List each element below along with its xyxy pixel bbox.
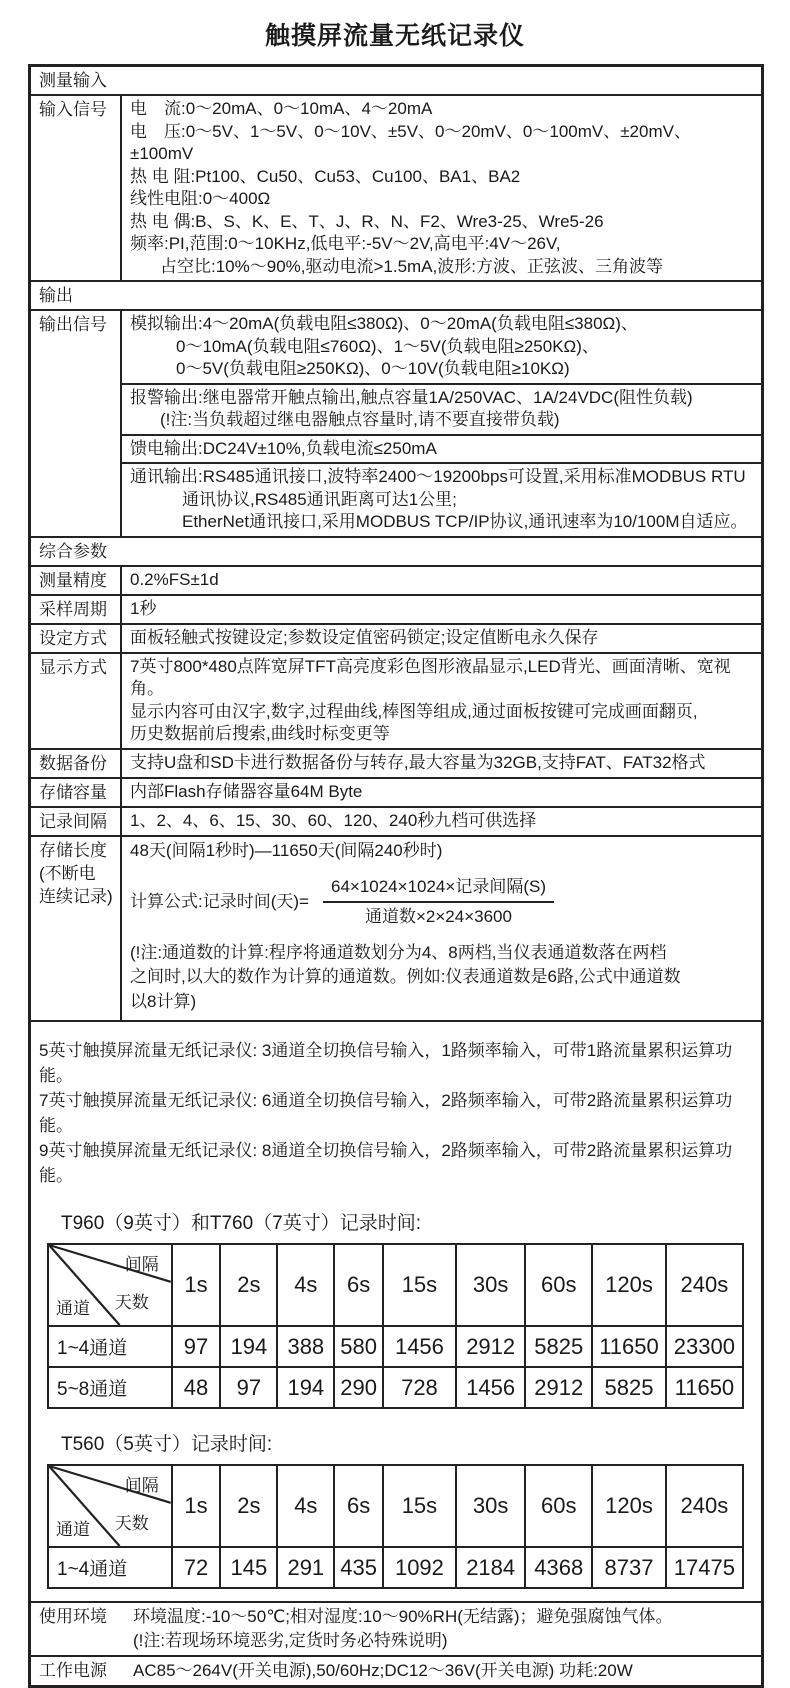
display-line: 显示内容可由汉字,数字,过程曲线,棒图等组成,通过面板按键可完成画面翻页, [130, 701, 698, 721]
storage-length-value [122, 837, 761, 1021]
backup-value: 支持U盘和SD卡进行数据备份与转存,最大容量为32GB,支持FAT、FAT32格式 [130, 752, 706, 772]
sampling-value: 1秒 [130, 598, 157, 618]
col-header: 120s [592, 1244, 666, 1326]
col-header: 1s [172, 1244, 221, 1326]
alarm-output-line: 报警输出:继电器常开触点输出,触点容量1A/250VAC、1A/24VDC(阻性负载) [130, 387, 693, 407]
accuracy-value: 0.2%FS±1d [130, 569, 219, 589]
t560-record-table [47, 1464, 744, 1589]
cell: 2912 [525, 1367, 592, 1408]
power-row [31, 1655, 761, 1685]
cell: 194 [220, 1326, 277, 1367]
col-header: 4s [277, 1244, 334, 1326]
model-line-5inch: 5英寸触摸屏流量无纸记录仪: 3通道全切换信号输入，1路频率输入，可带1路流量累积运算功能。 [39, 1041, 733, 1085]
corner-interval-label: 间隔 [124, 1255, 159, 1274]
sampling-row [31, 594, 761, 623]
col-header: 240s [666, 1244, 743, 1326]
row-label: 1~4通道 [48, 1326, 172, 1367]
analog-output-block [122, 311, 761, 383]
section-header-output: 输出 [31, 280, 761, 309]
analog-output-line: 0～10mA(负载电阻≤760Ω)、1～5V(负载电阻≥250KΩ)、 [176, 336, 599, 356]
cell: 2912 [456, 1326, 526, 1367]
section-header-measurement-input: 测量输入 [39, 71, 107, 90]
formula-fraction [323, 876, 554, 929]
col-header: 4s [277, 1465, 334, 1547]
cell: 435 [334, 1547, 383, 1588]
input-signal-line: 线性电阻:0～400Ω [130, 189, 271, 208]
storage-note-line: 之间时,以大的数作为计算的通道数。例如:仪表通道数是6路,公式中通道数 [130, 967, 681, 986]
sampling-label: 采样周期 [31, 596, 122, 623]
cell: 1092 [383, 1547, 456, 1588]
environment-label: 使用环境 [39, 1607, 107, 1626]
environment-value [131, 1603, 761, 1655]
row-label: 1~4通道 [48, 1547, 172, 1588]
environment-row [31, 1601, 761, 1655]
storage-length-row [31, 835, 761, 1021]
storage-length-label [31, 837, 122, 1021]
input-signal-value [122, 96, 761, 280]
table-row [48, 1326, 743, 1367]
col-header: 1s [172, 1465, 221, 1547]
input-signal-row [31, 94, 761, 280]
input-signal-line: 电 压:0～5V、1～5V、0～10V、±5V、0～20mV、0～100mV、±20mV、±100mV [130, 121, 691, 163]
cell: 194 [277, 1367, 334, 1408]
corner-cell [48, 1244, 172, 1326]
corner-days-label: 天数 [114, 1514, 149, 1534]
capacity-label: 存储容量 [31, 779, 122, 806]
cell: 8737 [592, 1547, 666, 1588]
output-signal-row [31, 309, 761, 536]
storage-label-line: 存储长度 [39, 840, 107, 860]
environment-line: 环境温度:-10～50℃;相对湿度:10～90%RH(无结露)；避免强腐蚀气体。 [133, 1607, 673, 1626]
corner-interval-label: 间隔 [124, 1476, 159, 1495]
col-header: 2s [220, 1244, 277, 1326]
cell: 11650 [592, 1326, 666, 1367]
storage-range: 48天(间隔1秒时)—11650天(间隔240秒时) [130, 840, 443, 860]
setting-value: 面板轻触式按键设定;参数设定值密码锁定;设定值断电永久保存 [130, 627, 599, 647]
spec-table [28, 64, 764, 1688]
cell: 291 [277, 1547, 334, 1588]
cell: 388 [277, 1326, 334, 1367]
cell: 728 [383, 1367, 456, 1408]
storage-label-line: 连续记录) [39, 886, 113, 906]
cell: 145 [220, 1547, 277, 1588]
display-line: 历史数据前后搜索,曲线时标变更等 [130, 724, 390, 743]
table-row [48, 1547, 743, 1588]
formula-prefix: 计算公式:记录时间(天)= [130, 891, 309, 911]
display-value [122, 654, 761, 748]
row-label: 5~8通道 [48, 1367, 172, 1408]
col-header: 15s [383, 1244, 456, 1326]
cell: 23300 [666, 1326, 743, 1367]
table-row [48, 1367, 743, 1408]
cell: 4368 [525, 1547, 592, 1588]
storage-note-line: (!注:通道数的计算:程序将通道数划分为4、8两档,当仪表通道数落在两档 [130, 942, 667, 962]
col-header: 60s [525, 1244, 592, 1326]
cell: 72 [172, 1547, 221, 1588]
col-header: 15s [383, 1465, 456, 1547]
comm-output-line: 通讯协议,RS485通讯距离可达1公里; [182, 489, 457, 509]
cell: 2184 [456, 1547, 526, 1588]
col-header: 120s [592, 1465, 666, 1547]
display-row [31, 652, 761, 748]
t960-table-title: T960（9英寸）和T760（7英寸）记录时间: [61, 1213, 422, 1234]
comm-output-line: EtherNet通讯接口,采用MODBUS TCP/IP协议,通讯速率为10/100M自适应。 [182, 512, 748, 531]
output-signal-label: 输出信号 [31, 311, 122, 536]
setting-label: 设定方式 [31, 625, 122, 652]
display-label: 显示方式 [31, 654, 122, 748]
formula-numerator: 64×1024×1024×记录间隔(S) [323, 876, 554, 904]
accuracy-row [31, 565, 761, 594]
cell: 11650 [666, 1367, 743, 1408]
cell: 5825 [592, 1367, 666, 1408]
alarm-output-block [122, 383, 761, 434]
col-header: 30s [456, 1465, 526, 1547]
capacity-value: 内部Flash存储器容量64M Byte [130, 781, 363, 801]
accuracy-label: 测量精度 [31, 567, 122, 594]
cell: 97 [220, 1367, 277, 1408]
section-header-general-params: 综合参数 [31, 536, 761, 565]
corner-days-label: 天数 [114, 1293, 149, 1313]
cell: 1456 [456, 1367, 526, 1408]
page-title: 触摸屏流量无纸记录仪 [264, 22, 525, 50]
interval-row [31, 806, 761, 835]
comm-output-line: 通讯输出:RS485通讯接口,波特率2400～19200bps可设置,采用标准MODBUS RTU [130, 467, 746, 486]
backup-row [31, 748, 761, 777]
corner-channel-label: 通道 [56, 1519, 90, 1539]
cell: 1456 [383, 1326, 456, 1367]
storage-formula [130, 876, 753, 929]
input-signal-label: 输入信号 [31, 96, 122, 280]
cell: 97 [172, 1326, 221, 1367]
storage-note [130, 941, 753, 1015]
input-signal-line: 电 流:0～20mA、0～10mA、4～20mA [130, 99, 433, 118]
storage-label-line: (不断电 [39, 863, 96, 883]
corner-cell [48, 1465, 172, 1547]
analog-output-line: 模拟输出:4～20mA(负载电阻≤380Ω)、0～20mA(负载电阻≤380Ω)、 [130, 314, 638, 333]
display-line: 7英寸800*480点阵宽屏TFT高亮度彩色图形液晶显示,LED背光、画面清晰、宽视角。 [130, 656, 731, 698]
capacity-row [31, 777, 761, 806]
cell: 48 [172, 1367, 221, 1408]
col-header: 2s [220, 1465, 277, 1547]
storage-note-line: 以8计算) [130, 991, 197, 1011]
power-label: 工作电源 [39, 1661, 107, 1680]
input-signal-line: 热 电 偶:B、S、K、E、T、J、R、N、F2、Wre3-25、Wre5-26 [130, 211, 604, 231]
alarm-output-line: (!注:当负载超过继电器触点容量时,请不要直接带负载) [160, 410, 560, 429]
output-signal-value [122, 311, 761, 536]
interval-value: 1、2、4、6、15、30、60、120、240秒九档可供选择 [130, 810, 537, 830]
setting-row [31, 623, 761, 652]
cell: 17475 [666, 1547, 743, 1588]
model-line-7inch: 7英寸触摸屏流量无纸记录仪: 6通道全切换信号输入，2路频率输入，可带2路流量累积运算功能。 [39, 1091, 733, 1135]
input-signal-line: 频率:PI,范围:0～10KHz,低电平:-5V～2V,高电平:4V～26V, [130, 234, 561, 253]
formula-denominator: 通道数×2×24×3600 [365, 907, 512, 926]
model-line-9inch: 9英寸触摸屏流量无纸记录仪: 8通道全切换信号输入，2路频率输入，可带2路流量累积运算功能。 [39, 1141, 733, 1185]
comm-output-block [122, 462, 761, 536]
feed-output-block: 馈电输出:DC24V±10%,负载电流≤250mA [122, 434, 761, 463]
power-value: AC85～264V(开关电源),50/60Hz;DC12～36V(开关电源) 功耗:20W [133, 1661, 633, 1680]
input-signal-line: 热 电 阻:Pt100、Cu50、Cu53、Cu100、BA1、BA2 [130, 166, 521, 186]
corner-channel-label: 通道 [56, 1298, 90, 1318]
col-header: 30s [456, 1244, 526, 1326]
cell: 5825 [525, 1326, 592, 1367]
record-time-section [31, 1020, 761, 1601]
backup-label: 数据备份 [31, 750, 122, 777]
col-header: 240s [666, 1465, 743, 1547]
cell: 290 [334, 1367, 383, 1408]
environment-line: (!注:若现场环境恶劣,定货时务必特殊说明) [133, 1631, 448, 1650]
col-header: 6s [334, 1244, 383, 1326]
cell: 580 [334, 1326, 383, 1367]
t960-record-table [47, 1243, 744, 1409]
col-header: 60s [525, 1465, 592, 1547]
t560-table-title: T560（5英寸）记录时间: [61, 1434, 273, 1455]
input-signal-line: 占空比:10%～90%,驱动电流>1.5mA,波形:方波、正弦波、三角波等 [160, 256, 664, 276]
interval-label: 记录间隔 [31, 808, 122, 835]
analog-output-line: 0～5V(负载电阻≥250KΩ)、0～10V(负载电阻≥10KΩ) [176, 359, 570, 378]
col-header: 6s [334, 1465, 383, 1547]
